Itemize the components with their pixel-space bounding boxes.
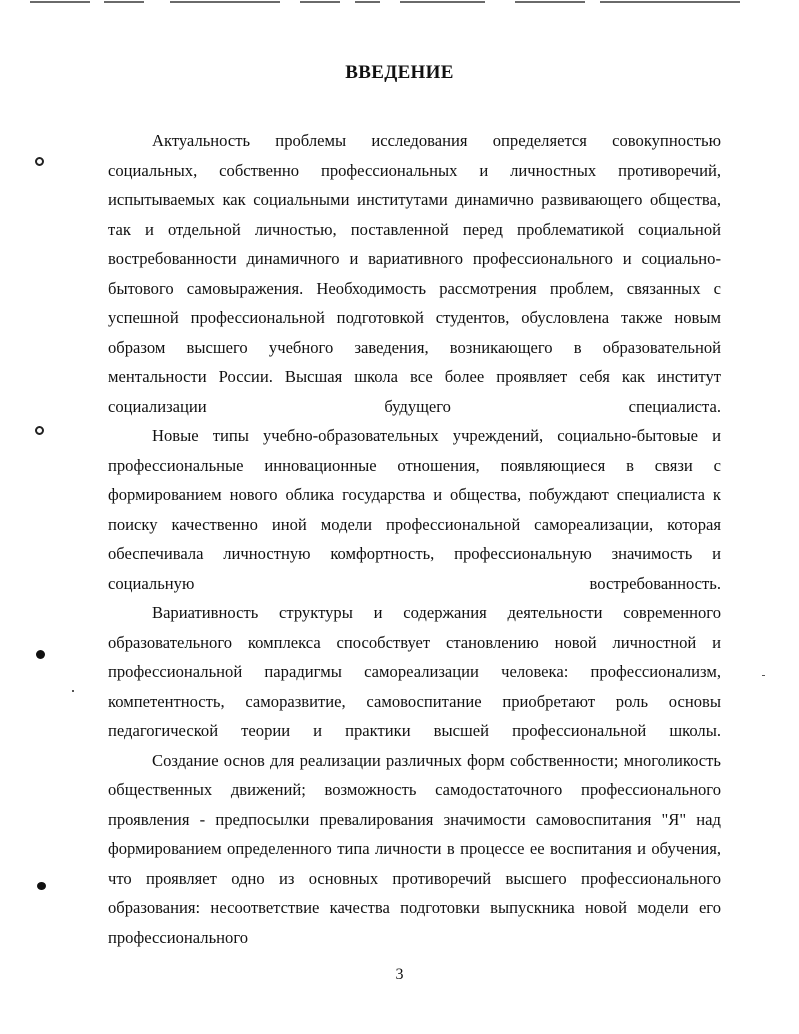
paragraph: Вариативность структуры и содержания деятельности современного образовательного комплекса способствует становлению новой личностной и профессиональной парадигмы самореализации человека: профессионализм, компетентность, саморазвитие, самовоспитание приобретают роль основы педагогической теории и практики высшей профессиональной школы.	[108, 603, 721, 740]
scan-speck	[72, 690, 74, 692]
binder-hole-mark	[37, 882, 46, 890]
page-number: 3	[395, 966, 404, 983]
paragraph: Создание основ для реализации различных форм собственности; многоликость общественных движений; возможность самодостаточного профессионального проявления - предпосылки превалирования значимости самовоспитания "Я" над формированием определенного типа личности в процессе ее воспитания и обучения, что проявляет одно из основных противоречий высшего профессионального образования: несоответствие качества подготовки выпускника новой модели его профессионального	[108, 750, 721, 947]
paragraph: Актуальность проблемы исследования определяется совокупностью социальных, собственно профессиональных и личностных противоречий, испытываемых как социальными институтами динамично развивающего общества, так и отдельной личностью, поставленной перед проблематикой социальной востребованности динамичного и вариативного профессионального и социально-бытового самовыражения. Необходимость рассмотрения проблем, связанных с успешной профессиональной подготовкой студентов, обусловлена также новым образом высшего учебного заведения, возникающего в образовательной ментальности России. Высшая школа все более проявляет себя как институт социализации будущего специалиста.	[108, 131, 721, 416]
scan-edge-artifact	[0, 0, 799, 4]
page-title: ВВЕДЕНИЕ	[345, 62, 454, 83]
paragraph: Новые типы учебно-образовательных учреждений, социально-бытовые и профессиональные инновационные отношения, появляющиеся в связи с формированием нового облика государства и общества, побуждают специалиста к поиску качественно иной модели профессиональной самореализации, которая обеспечивала личностную комфортность, профессиональную значимость и социальную востребованность.	[108, 426, 721, 593]
binder-hole-mark	[36, 650, 45, 659]
scan-speck	[762, 675, 765, 676]
binder-hole-mark	[35, 426, 44, 435]
body-text	[108, 126, 721, 952]
binder-hole-mark	[35, 157, 44, 166]
